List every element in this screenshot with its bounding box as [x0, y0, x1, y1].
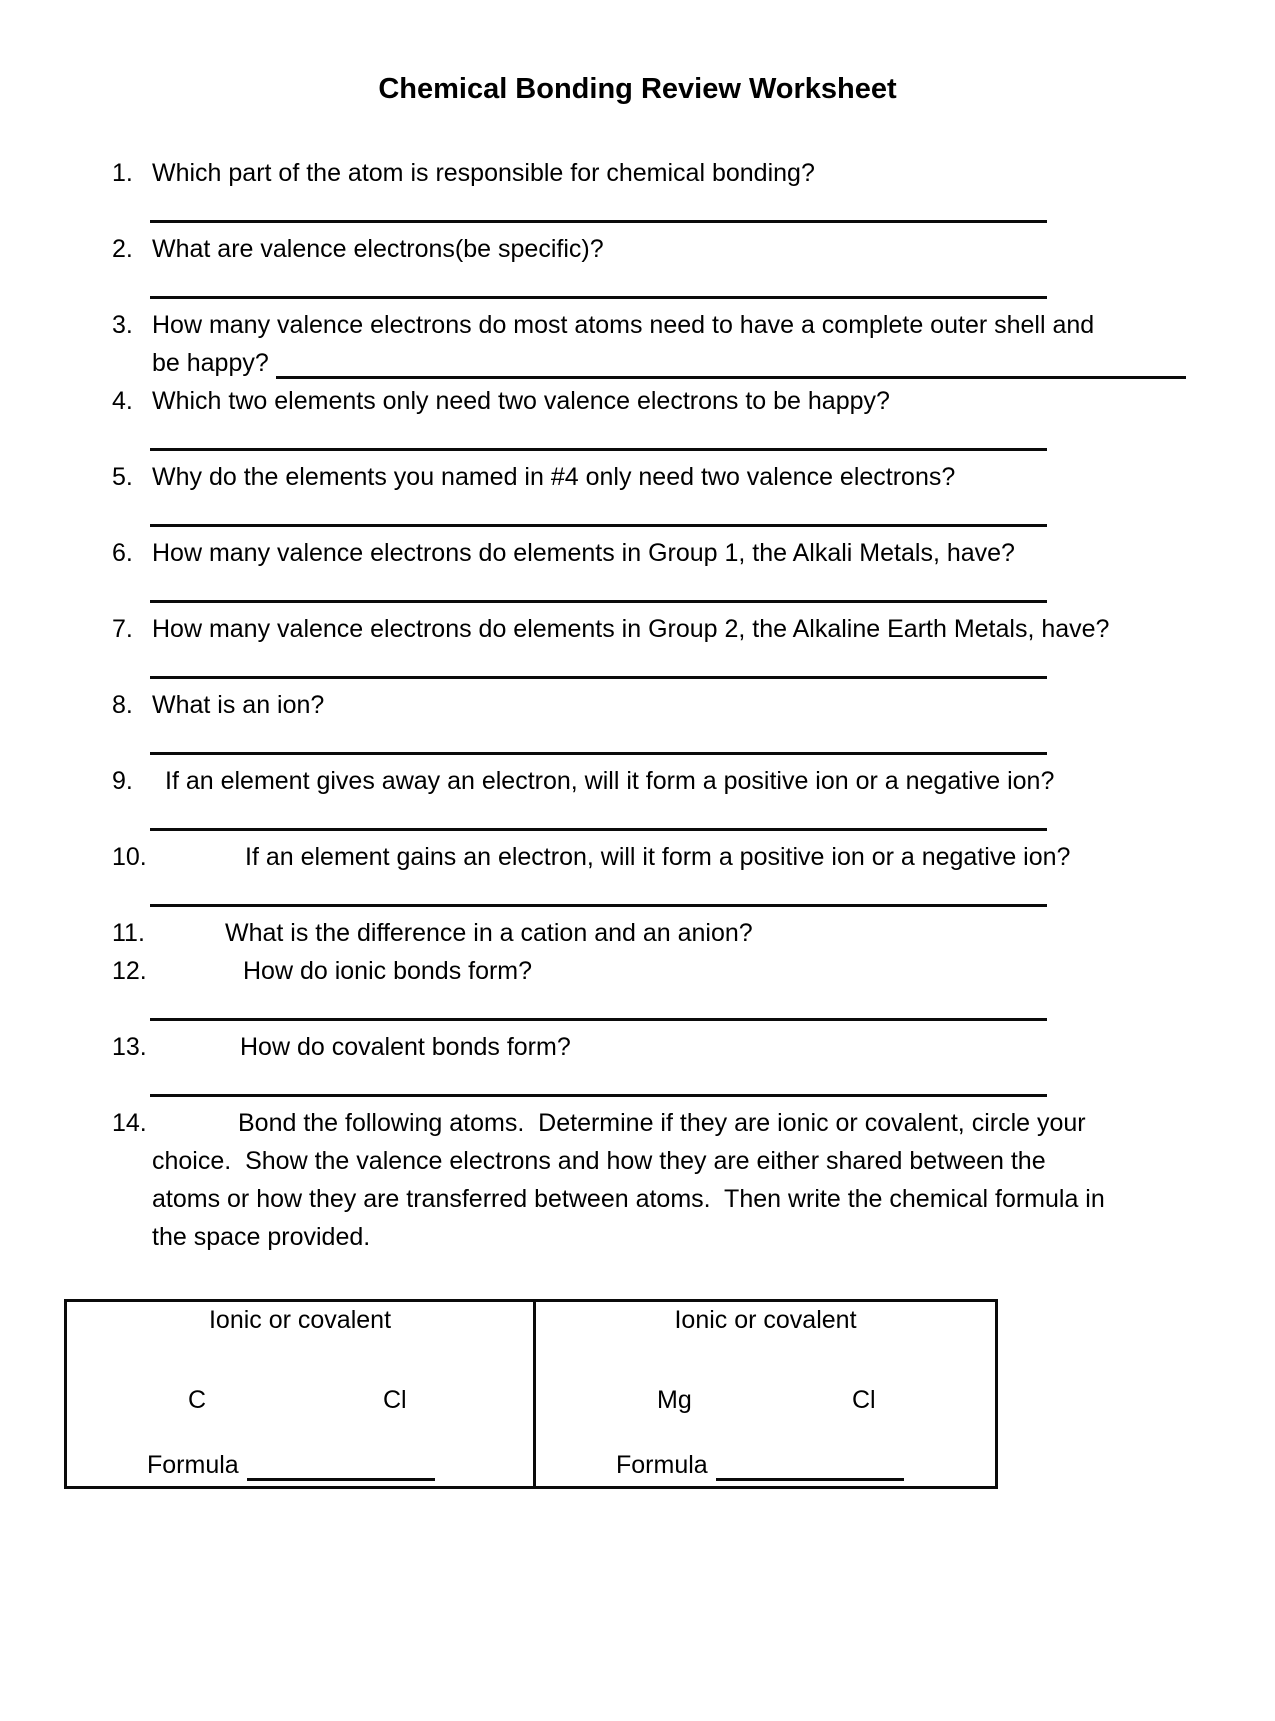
question-line: [0, 686, 1275, 724]
question-number: 11.: [112, 919, 145, 947]
answer-blank-row: [0, 876, 1275, 914]
bonding-cell-mg-cl: [533, 1302, 995, 1486]
element-symbol: Cl: [383, 1386, 407, 1414]
question-text: If an element gains an electron, will it form a positive ion or a negative ion?: [245, 843, 1071, 871]
answer-blank-row: [0, 496, 1275, 534]
question-number: 5.: [112, 463, 133, 491]
question-text: What are valence electrons(be specific)?: [152, 235, 604, 263]
question-number: 2.: [112, 235, 133, 263]
question-line: [0, 952, 1275, 990]
answer-blank-row: [0, 192, 1275, 230]
question-text: choice. Show the valence electrons and how they are either shared between the: [152, 1147, 1046, 1175]
answer-blank-line: [150, 724, 1047, 755]
bonding-table: [64, 1299, 998, 1489]
answer-blank-line: [150, 572, 1047, 603]
question-line: [0, 1104, 1275, 1142]
answer-blank-row: [0, 800, 1275, 838]
question-text: atoms or how they are transferred between atoms. Then write the chemical formula in: [152, 1185, 1105, 1213]
question-text: Why do the elements you named in #4 only need two valence electrons?: [152, 463, 956, 491]
cell-header: Ionic or covalent: [674, 1306, 857, 1334]
question-number: 1.: [112, 159, 133, 187]
question-number: 9.: [112, 767, 133, 795]
formula-label: Formula: [147, 1451, 239, 1479]
element-symbol: C: [188, 1386, 207, 1414]
question-text: If an element gives away an electron, will it form a positive ion or a negative ion?: [165, 767, 1055, 795]
answer-blank-row: [0, 648, 1275, 686]
question-text: be happy?: [152, 344, 1186, 382]
formula-label: Formula: [616, 1451, 708, 1479]
question-text: How do covalent bonds form?: [240, 1033, 571, 1061]
question-line: [0, 610, 1275, 648]
inline-answer-blank: [276, 371, 1186, 379]
answer-blank-line: [150, 420, 1047, 451]
question-text: Which two elements only need two valence electrons to be happy?: [152, 387, 890, 415]
question-text: What is an ion?: [152, 691, 325, 719]
question-text: Bond the following atoms. Determine if they are ionic or covalent, circle your: [238, 1109, 1086, 1137]
question-text: Which part of the atom is responsible for chemical bonding?: [152, 159, 815, 187]
question-line: [0, 1142, 1275, 1180]
question-number: 12.: [112, 957, 147, 985]
answer-blank-row: [0, 724, 1275, 762]
answer-blank-line: [150, 648, 1047, 679]
question-number: 8.: [112, 691, 133, 719]
answer-blank-row: [0, 1066, 1275, 1104]
question-number: 4.: [112, 387, 133, 415]
element-symbol: Cl: [852, 1386, 876, 1414]
question-line: [0, 1218, 1275, 1256]
question-line: [0, 382, 1275, 420]
question-number: 10.: [112, 843, 147, 871]
question-line: [0, 344, 1275, 382]
question-line: [0, 838, 1275, 876]
question-list: [0, 154, 1275, 1256]
answer-blank-line: [150, 496, 1047, 527]
element-symbol: Mg: [657, 1386, 692, 1414]
formula-blank-line: [716, 1473, 904, 1481]
question-number: 14.: [112, 1109, 147, 1137]
question-text: How many valence electrons do elements in Group 1, the Alkali Metals, have?: [152, 539, 1015, 567]
formula-row: [147, 1450, 435, 1480]
question-number: 6.: [112, 539, 133, 567]
question-number: 13.: [112, 1033, 147, 1061]
answer-blank-row: [0, 990, 1275, 1028]
answer-blank-line: [150, 192, 1047, 223]
cell-header: Ionic or covalent: [208, 1306, 392, 1334]
answer-blank-line: [150, 876, 1047, 907]
answer-blank-line: [150, 990, 1047, 1021]
question-line: [0, 914, 1275, 952]
question-line: [0, 534, 1275, 572]
question-line: [0, 154, 1275, 192]
answer-blank-row: [0, 420, 1275, 458]
question-text: How many valence electrons do most atoms need to have a complete outer shell and: [152, 311, 1095, 339]
worksheet-page: [0, 70, 1275, 1721]
answer-blank-line: [150, 1066, 1047, 1097]
question-number: 7.: [112, 615, 133, 643]
formula-row: [616, 1450, 904, 1480]
question-text: What is the difference in a cation and an anion?: [225, 919, 753, 947]
question-line: [0, 1180, 1275, 1218]
question-line: [0, 306, 1275, 344]
question-line: [0, 1028, 1275, 1066]
page-title: Chemical Bonding Review Worksheet: [378, 73, 897, 105]
formula-blank-line: [247, 1473, 435, 1481]
bonding-cell-c-cl: [67, 1302, 533, 1486]
question-text: the space provided.: [152, 1223, 371, 1251]
answer-blank-line: [150, 268, 1047, 299]
question-line: [0, 458, 1275, 496]
question-line: [0, 230, 1275, 268]
question-number: 3.: [112, 311, 133, 339]
question-text: How many valence electrons do elements in Group 2, the Alkaline Earth Metals, have?: [152, 615, 1110, 643]
answer-blank-row: [0, 268, 1275, 306]
answer-blank-row: [0, 572, 1275, 610]
question-line: [0, 762, 1275, 800]
question-text: How do ionic bonds form?: [243, 957, 533, 985]
answer-blank-line: [150, 800, 1047, 831]
